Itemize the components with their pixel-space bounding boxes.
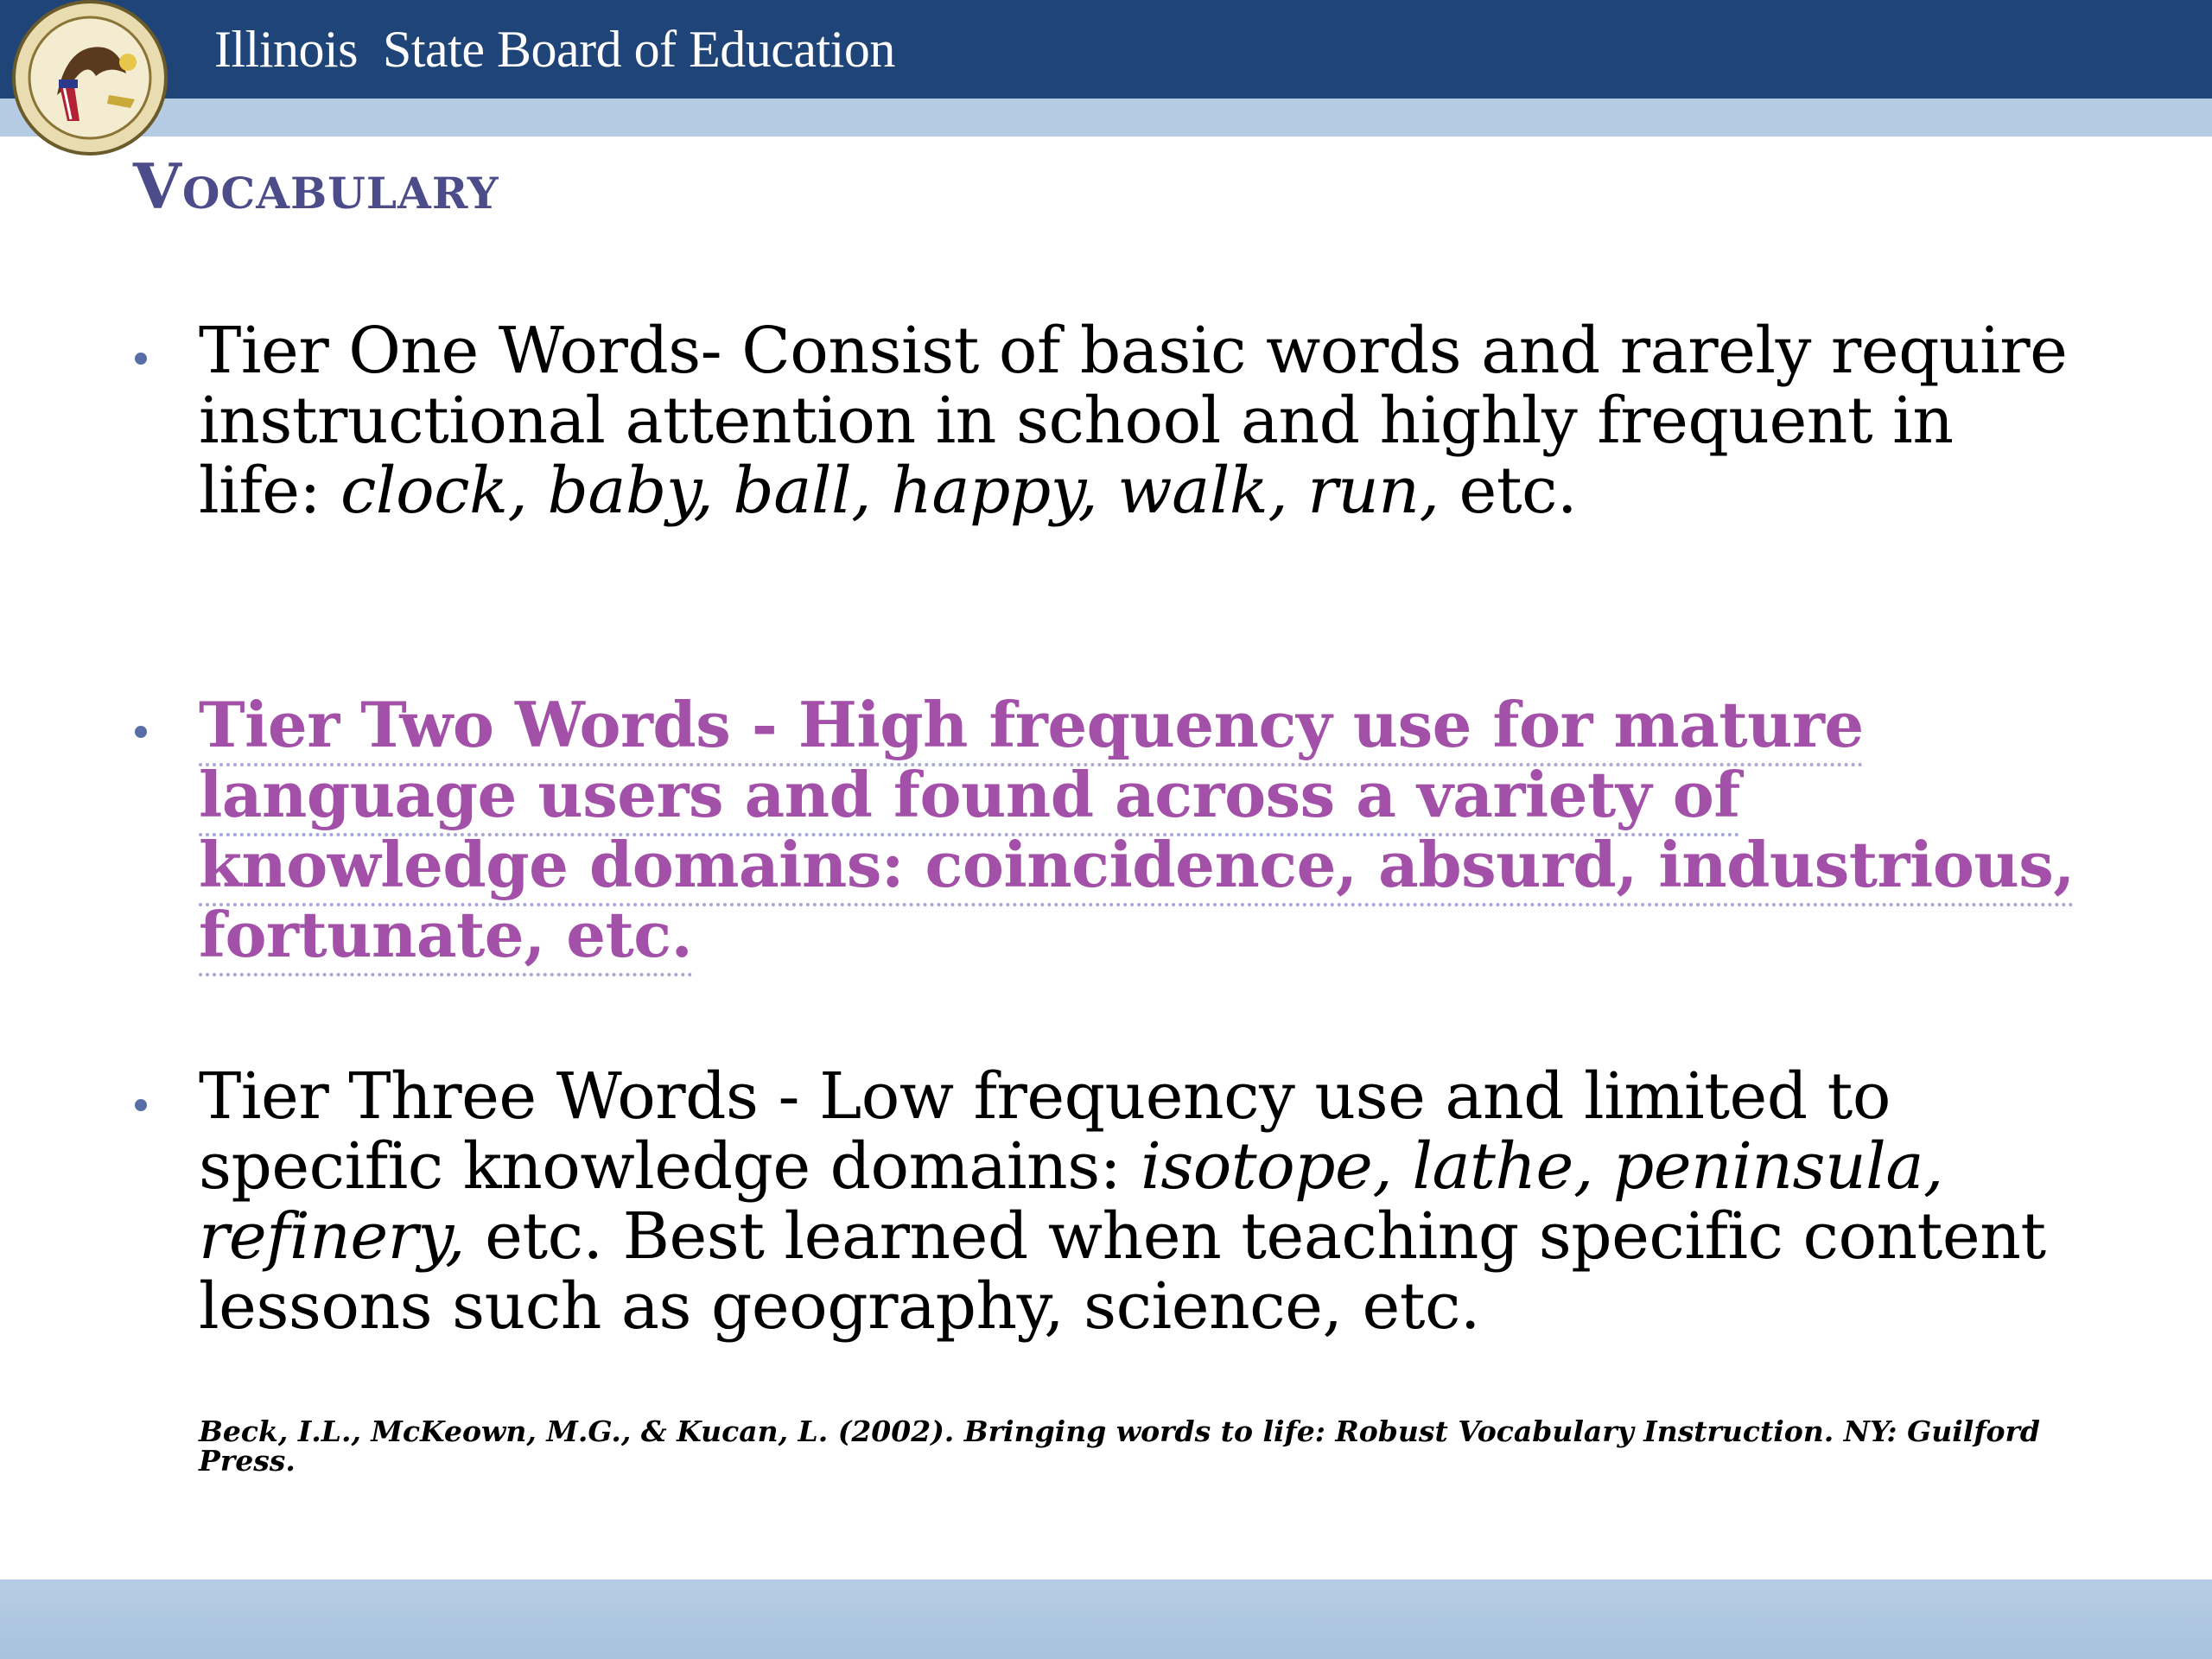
bullet-dot-icon [135, 353, 147, 365]
header-stripe [0, 99, 2212, 137]
citation: Beck, I.L., McKeown, M.G., & Kucan, L. (2002). Bringing words to life: Robust Vocabulary Instruction. NY: Guilford Press. [199, 1414, 2040, 1478]
tier-three-paragraph [199, 1059, 2082, 1344]
page-title: Vocabulary [133, 149, 499, 223]
bullet-dot-icon [135, 726, 147, 738]
tier-one-examples: clock, baby, ball, happy, walk, run, [340, 454, 1440, 528]
illinois-state-seal-icon [5, 0, 175, 156]
tier-three-lead: Tier Three Words - Low frequency use and limited to specific knowledge domains: [199, 1059, 1891, 1204]
tier-one-lead: Tier One Words- Consist of basic words and rarely require instructional attention in school and highly frequent in life: [199, 314, 2068, 528]
footer-bar [0, 1580, 2212, 1659]
bullet-dot-icon [135, 1099, 147, 1111]
tier-three-examples: isotope, lathe, peninsula, refinery, [199, 1129, 1943, 1274]
tier-one-tail: etc. [1439, 454, 1578, 528]
header-title: Illinois State Board of Education [214, 21, 895, 78]
tier-two-paragraph [199, 690, 2082, 969]
tier-two-text: Tier Two Words - High frequency use for mature language users and found across a variety of knowledge domains: coincidence, absurd, industrious, fortunate, etc. [199, 688, 2075, 976]
tier-three-tail: etc. Best learned when teaching specific content lessons such as geography, science, etc. [199, 1199, 2046, 1344]
tier-one-paragraph [199, 316, 2082, 526]
